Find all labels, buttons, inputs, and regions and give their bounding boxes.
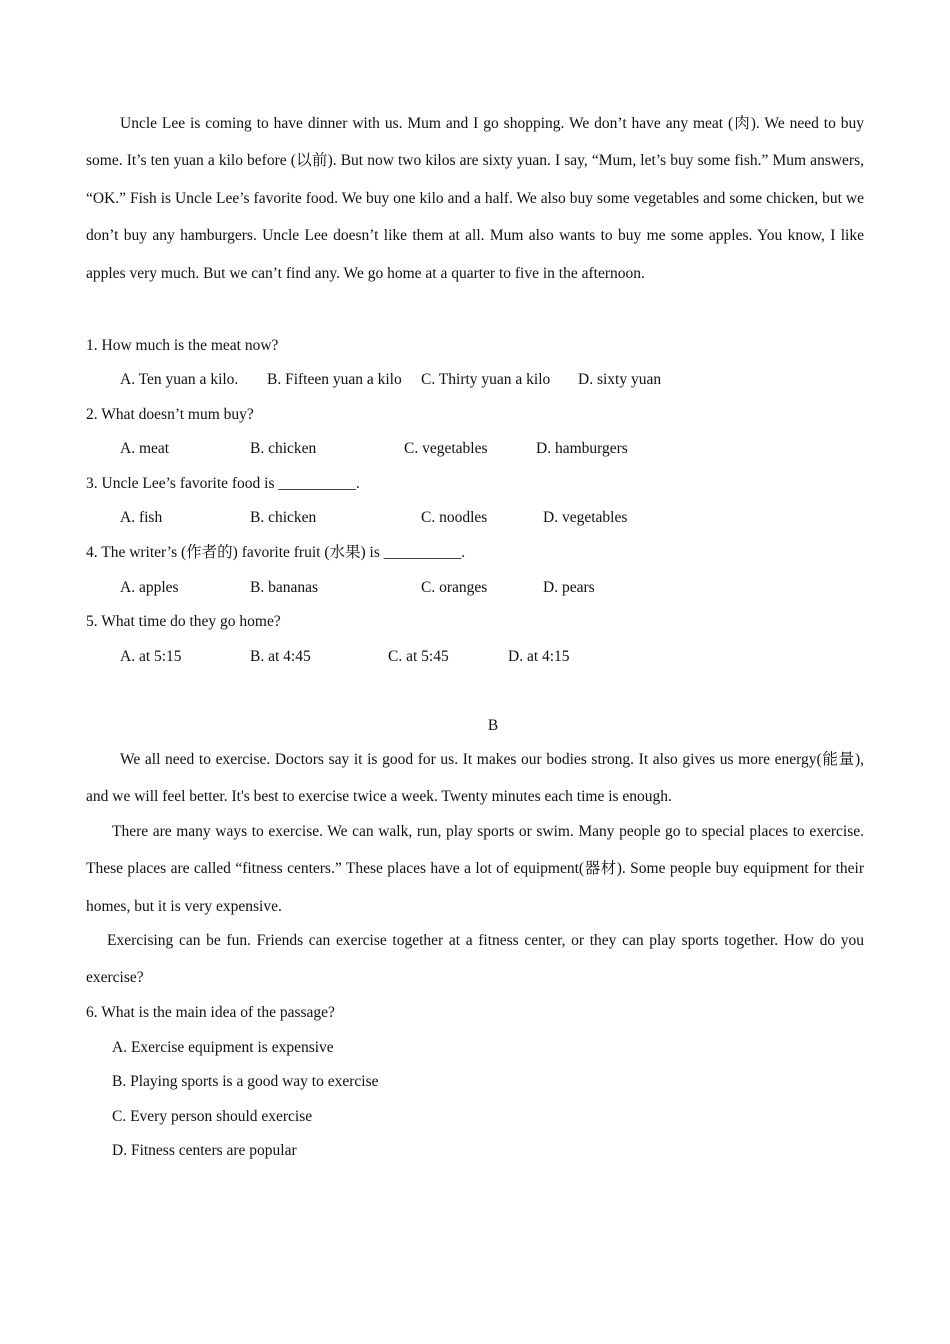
question-4: 4. The writer’s (作者的) favorite fruit (水果) is __________. (86, 544, 466, 561)
question-1-option-a: A. Ten yuan a kilo. (120, 371, 239, 388)
question-2: 2. What doesn’t mum buy? (86, 406, 254, 423)
question-5-option-b: B. at 4:45 (250, 648, 311, 665)
section-b-heading: B (487, 717, 499, 734)
section-b-paragraph-3: Exercising can be fun. Friends can exercise together at a fitness center, or they can play sports together. How do you exercise? (86, 932, 864, 987)
question-3-option-d: D. vegetables (543, 509, 628, 526)
question-3-option-b: B. chicken (250, 509, 317, 526)
question-1-option-c: C. Thirty yuan a kilo (421, 371, 551, 388)
question-6-option-c: C. Every person should exercise (112, 1108, 313, 1125)
question-5-option-a: A. at 5:15 (120, 648, 182, 665)
section-b-paragraph-1: We all need to exercise. Doctors say it is good for us. It makes our bodies strong. It also gives us more energy(能量), and we will feel better. It's best to exercise twice a week. Twenty minutes each time is enough. (86, 751, 864, 806)
question-6-option-b: B. Playing sports is a good way to exercise (112, 1073, 379, 1090)
question-1-option-d: D. sixty yuan (578, 371, 662, 388)
passage-a-paragraph: Uncle Lee is coming to have dinner with us. Mum and I go shopping. We don’t have any meat (肉). We need to buy some. It’s ten yuan a kilo before (以前). But now two kilos are sixty yuan. I say, “Mum, let’s buy some fish.” Mum answers, “OK.” Fish is Uncle Lee’s favorite food. We buy one kilo and a half. We also buy some vegetables and some chicken, but we don’t buy any hamburgers. Uncle Lee doesn’t like them at all. Mum also wants to buy me some apples. You know, I like apples very much. But we can’t find any. We go home at a quarter to five in the afternoon. (86, 115, 864, 282)
question-4-option-a: A. apples (120, 579, 179, 596)
question-3-option-a: A. fish (120, 509, 163, 526)
question-6-option-d: D. Fitness centers are popular (112, 1142, 297, 1159)
question-5-option-d: D. at 4:15 (508, 648, 570, 665)
question-4-option-b: B. bananas (250, 579, 319, 596)
question-3: 3. Uncle Lee’s favorite food is __________. (86, 475, 360, 492)
question-5: 5. What time do they go home? (86, 613, 281, 630)
question-2-option-d: D. hamburgers (536, 440, 628, 457)
question-5-option-c: C. at 5:45 (388, 648, 449, 665)
question-6: 6. What is the main idea of the passage? (86, 1004, 335, 1021)
question-3-option-c: C. noodles (421, 509, 488, 526)
section-b-paragraph-2: There are many ways to exercise. We can walk, run, play sports or swim. Many people go to special places to exercise. These places are called “fitness centers.” These places have a lot of equipment(器材). Some people buy equipment for their homes, but it is very expensive. (86, 823, 864, 915)
question-1: 1. How much is the meat now? (86, 337, 279, 354)
question-2-option-b: B. chicken (250, 440, 317, 457)
question-2-option-a: A. meat (120, 440, 170, 457)
question-6-option-a: A. Exercise equipment is expensive (112, 1039, 334, 1056)
question-2-option-c: C. vegetables (404, 440, 488, 457)
question-4-option-d: D. pears (543, 579, 595, 596)
question-4-option-c: C. oranges (421, 579, 488, 596)
question-1-option-b: B. Fifteen yuan a kilo (267, 371, 402, 388)
